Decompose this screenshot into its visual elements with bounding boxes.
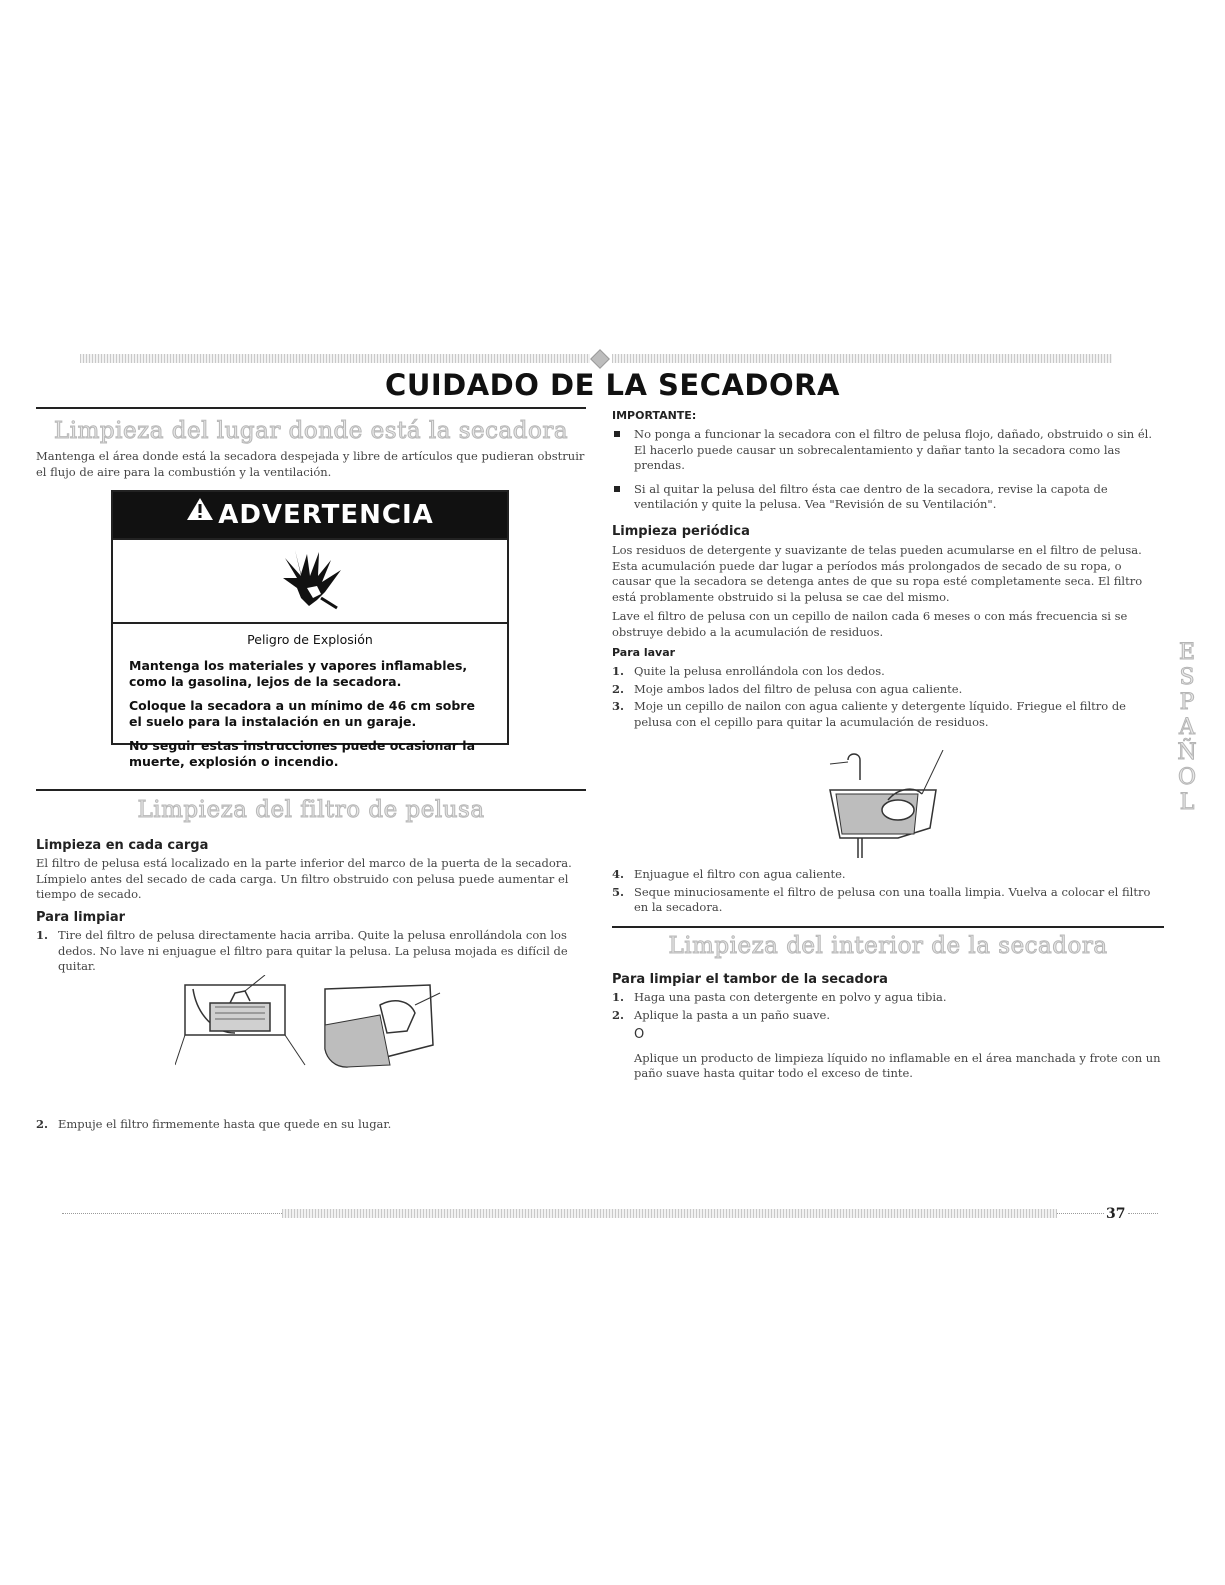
- subheading-each-load: Limpieza en cada carga: [36, 838, 209, 853]
- area-paragraph: Mantenga el área donde está la secadora despejada y libre de artículos que pudieran obstruir el flujo de aire para la combustión y la ventilación.: [36, 449, 585, 479]
- explosion-pictogram: [113, 540, 507, 624]
- alt-cleaning-paragraph: Aplique un producto de limpieza líquido no inflamable en el área manchada y frote con un paño suave hasta quitar todo el exceso de tinte.: [634, 1050, 1161, 1080]
- section-heading-area: Limpieza del lugar donde está la secadora: [53, 418, 569, 444]
- warning-header-label: ADVERTENCIA: [218, 500, 434, 530]
- wash-steps-list: [612, 664, 1162, 732]
- warning-text: [113, 632, 507, 770]
- filter-brushing-illustration: [818, 750, 958, 860]
- warning-triangle-icon: [186, 490, 214, 536]
- drum-step-1: 1. Haga una pasta con detergente en polvo y agua tibia.: [612, 990, 947, 1004]
- top-decorative-bar-right: [612, 354, 1112, 363]
- page-number-trail: [1128, 1213, 1158, 1214]
- warning-header: [113, 492, 507, 540]
- clean-step-2: 2. Empuje el filtro firmemente hasta que quede en su lugar.: [36, 1117, 392, 1131]
- wash-label: Para lavar: [612, 646, 676, 659]
- top-decorative-bar-left: [80, 354, 590, 363]
- periodic-paragraph-1: Los residuos de detergente y suavizante de telas pueden acumularse en el filtro de pelusa. Esta acumulación puede dar lugar a períodos más prolongados de secado de su ropa, o causar que la secadora se detenga antes de que su ropa esté completamente seca. El filtro está problamente obstruido si la pelusa se cae del mismo.: [612, 543, 1143, 604]
- bullet-square-icon: [614, 486, 620, 492]
- clean-step-1: 1. Tire del filtro de pelusa directamente hacia arriba. Quite la pelusa enrollándola con los dedos. No lave ni enjuague el filtro para quitar la pelusa. La pelusa mojada es difícil de quitar.: [36, 928, 568, 973]
- wash-step-1: 1. Quite la pelusa enrollándola con los dedos.: [612, 664, 885, 678]
- warning-hazard: Peligro de Explosión: [247, 632, 373, 647]
- clean-step-2-block: [36, 1117, 581, 1135]
- top-diamond-ornament: [590, 349, 610, 369]
- subheading-to-clean: Para limpiar: [36, 910, 126, 925]
- section-heading-lint-filter: Limpieza del filtro de pelusa: [137, 797, 485, 823]
- clean-steps-list: [36, 928, 581, 977]
- important-bullet-1: No ponga a funcionar la secadora con el filtro de pelusa flojo, dañado, obstruido o sin él. El hacerlo puede causar un sobrecalentamiento y dañar tanto la secadora como las prendas.: [612, 427, 1162, 474]
- each-load-paragraph: El filtro de pelusa está localizado en la parte inferior del marco de la puerta de la secadora. Límpielo antes del secado de cada carga. Un filtro obstruido con pelusa puede aumentar el tiempo de secado.: [36, 856, 572, 901]
- bottom-decorative-bar: [282, 1209, 1057, 1218]
- explosion-icon: [277, 548, 347, 614]
- drum-step-2: 2. Aplique la pasta a un paño suave.: [612, 1007, 830, 1022]
- section-heading-interior: Limpieza del interior de la secadora: [668, 933, 1108, 959]
- wash-step-3: 3. Moje un cepillo de nailon con agua caliente y detergente líquido. Friegue el filtro de pelusa con el cepillo para quitar la acumulación de residuos.: [612, 699, 1126, 729]
- warning-line-3: No seguir estas instrucciones puede ocasionar la muerte, explosión o incendio.: [129, 738, 476, 769]
- important-label: IMPORTANTE:: [612, 409, 697, 422]
- left-mid-rule: [36, 789, 586, 791]
- left-top-rule: [36, 407, 586, 409]
- important-bullets: [612, 427, 1162, 521]
- lint-filter-removal-illustration: [175, 975, 445, 1075]
- wash-step-2: 2. Moje ambos lados del filtro de pelusa con agua caliente.: [612, 681, 963, 696]
- page-number: 37: [1106, 1206, 1126, 1222]
- drum-steps-list: [612, 990, 1162, 1082]
- warning-line-1: Mantenga los materiales y vapores inflamables, como la gasolina, lejos de la secadora.: [129, 658, 468, 689]
- warning-box: [111, 490, 509, 769]
- wash-step-4: 4. Enjuague el filtro con agua caliente.: [612, 867, 846, 881]
- bottom-dotted-line-right: [1057, 1213, 1104, 1214]
- wash-steps-after: [612, 867, 1162, 918]
- subheading-drum: Para limpiar el tambor de la secadora: [612, 972, 888, 987]
- warning-line-2: Coloque la secadora a un mínimo de 46 cm sobre el suelo para la instalación en un garaje.: [129, 698, 475, 729]
- wash-step-5: 5. Seque minuciosamente el filtro de pelusa con una toalla limpia. Vuelva a colocar el filtro en la secadora.: [612, 884, 1151, 914]
- subheading-periodic: Limpieza periódica: [612, 524, 750, 539]
- page-title: CUIDADO DE LA SECADORA: [385, 368, 840, 402]
- bullet-square-icon: [614, 431, 620, 437]
- important-bullet-2: Si al quitar la pelusa del filtro ésta cae dentro de la secadora, revise la capota de ventilación y quite la pelusa. Vea "Revisión de su Ventilación".: [612, 482, 1162, 513]
- side-tab-language: ESPAÑOL: [1174, 640, 1200, 815]
- bottom-dotted-line-left: [62, 1213, 282, 1214]
- right-mid-rule: [612, 926, 1164, 928]
- periodic-paragraph-2: Lave el filtro de pelusa con un cepillo de nailon cada 6 meses o con más frecuencia si se obstruye debido a la acumulación de residuos.: [612, 609, 1128, 639]
- or-separator: O: [634, 1027, 645, 1042]
